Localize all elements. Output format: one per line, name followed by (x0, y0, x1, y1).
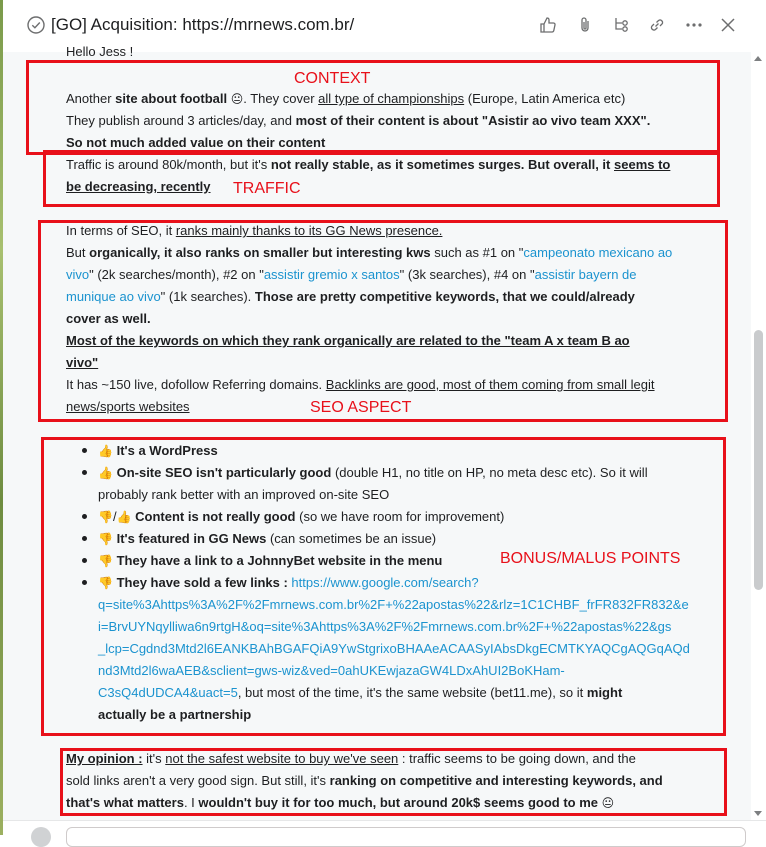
thumbs-up-icon: 👍 (116, 510, 132, 524)
seo-line-8: It has ~150 live, dofollow Referring domains. Backlinks are good, most of them coming from small legit (66, 377, 655, 392)
close-icon[interactable] (718, 15, 738, 35)
traffic-line-1: Traffic is around 80k/month, but it's not really stable, as it sometimes surges. But overall, it seems to (66, 157, 671, 172)
scroll-up-icon[interactable] (754, 56, 762, 61)
seo-line-3: vivo" (2k searches/month), #2 on "assistir gremio x santos" (3k searches), #4 on "assistir bayern de (66, 267, 637, 282)
seo-line-7: vivo" (66, 355, 99, 370)
comment-footer (3, 820, 766, 835)
seo-line-9: news/sports websites (66, 399, 190, 414)
keyword-link-bayern[interactable]: assistir bayern de (534, 267, 637, 282)
traffic-line-2: be decreasing, recently (66, 179, 211, 194)
comment-input[interactable] (66, 827, 746, 847)
scrollbar-thumb[interactable] (754, 330, 763, 590)
list-item: 👍 On-site SEO isn't particularly good (double H1, no title on HP, no meta desc etc). So it will probably rank better with an improved on-site SEO (98, 462, 690, 506)
thumbs-up-icon: 👍 (98, 444, 113, 458)
subtask-icon[interactable] (611, 15, 631, 35)
keyword-link-gremio[interactable]: assistir gremio x santos (263, 267, 400, 282)
list-item: 👍 It's a WordPress (98, 440, 690, 462)
more-options-icon[interactable] (684, 15, 704, 35)
task-description[interactable] (3, 44, 751, 820)
google-search-link[interactable]: https://www.google.com/search? (291, 575, 479, 590)
keyword-link-campeonato[interactable]: campeonato mexicano ao (523, 245, 673, 260)
scroll-down-icon[interactable] (754, 811, 762, 816)
seo-line-6: Most of the keywords on which they rank organically are related to the "team A x team B ao (66, 333, 630, 348)
neutral-face-icon: 😐 (230, 92, 244, 106)
attachment-icon[interactable] (575, 15, 595, 35)
avatar (31, 827, 51, 847)
context-line-1: Another site about football 😐. They cover all type of championships (Europe, Latin America etc) (66, 91, 626, 106)
neutral-face-icon: 😐 (601, 796, 615, 810)
greeting-text: Hello Jess ! (66, 44, 134, 59)
seo-line-5: cover as well. (66, 311, 151, 326)
seo-line-1: In terms of SEO, it ranks mainly thanks to its GG News presence. (66, 223, 443, 238)
thumbs-down-icon: 👎 (98, 510, 113, 524)
context-line-3: So not much added value on their content (66, 135, 326, 150)
bonus-malus-list (98, 440, 690, 726)
vertical-scrollbar[interactable] (751, 52, 766, 820)
complete-check-icon[interactable] (27, 16, 45, 34)
thumbs-up-icon: 👍 (98, 466, 113, 480)
list-item: 👎 It's featured in GG News (can sometimes be an issue) (98, 528, 690, 550)
copy-link-icon[interactable] (647, 15, 667, 35)
list-item: 👎/👍 Content is not really good (so we have room for improvement) (98, 506, 690, 528)
seo-aspect-label: SEO ASPECT (310, 399, 412, 416)
context-line-2: They publish around 3 articles/day, and most of their content is about "Asistir ao vivo team XXX". (66, 113, 651, 128)
opinion-line-1: My opinion : it's not the safest website to buy we've seen : traffic seems to be going down, and the (66, 751, 636, 766)
traffic-label: TRAFFIC (233, 180, 301, 197)
thumbs-down-icon: 👎 (98, 576, 113, 590)
seo-line-2: But organically, it also ranks on smaller but interesting kws such as #1 on "campeonato mexicano ao (66, 245, 673, 260)
seo-line-4: munique ao vivo" (1k searches). Those are pretty competitive keywords, that we could/already (66, 289, 635, 304)
list-item: 👎 They have a link to a JohnnyBet website in the menu (98, 550, 690, 572)
context-label: CONTEXT (294, 70, 371, 87)
thumbs-down-icon: 👎 (98, 554, 113, 568)
opinion-line-2: sold links aren't a very good sign. But still, it's ranking on competitive and interesting keywords, and (66, 773, 663, 788)
list-item: 👎 They have sold a few links : https://www.google.com/search? q=site%3Ahttps%3A%2F%2Fmrnews.com.br%2F+%22apostas%22&rlz=1C1CHBF_frFR832FR832&e i=BrvUYNqylliwa6n9rtgH&oq=site%3Ahttps%3A%2F%2Fmrnews.com.br%2F+%22apostas%22&gs _lcp=Cgdnd3Mtd2l6EANKBAhBGAFQiA9YwStgrixoBHAAeACAASyIAbsDkgECMTKYAQCgAQGqAQd nd3Mtd2l6waAEB&sclient=gws-wiz&ved=0ahUKEwjazaGW4LDxAhUI2BoKHam- C3sQ4dUDCA4&uact=5, but most of the time, it's the same website (bet11.me), so it might actually be a partnership (98, 572, 690, 726)
opinion-line-3: that's what matters. I wouldn't buy it for too much, but around 20k$ seems good to me 😐 (66, 795, 615, 810)
task-title: [GO] Acquisition: https://mrnews.com.br/ (51, 15, 355, 34)
thumbs-down-icon: 👎 (98, 532, 113, 546)
bonus-malus-label: BONUS/MALUS POINTS (500, 550, 681, 567)
like-icon[interactable] (538, 15, 558, 35)
